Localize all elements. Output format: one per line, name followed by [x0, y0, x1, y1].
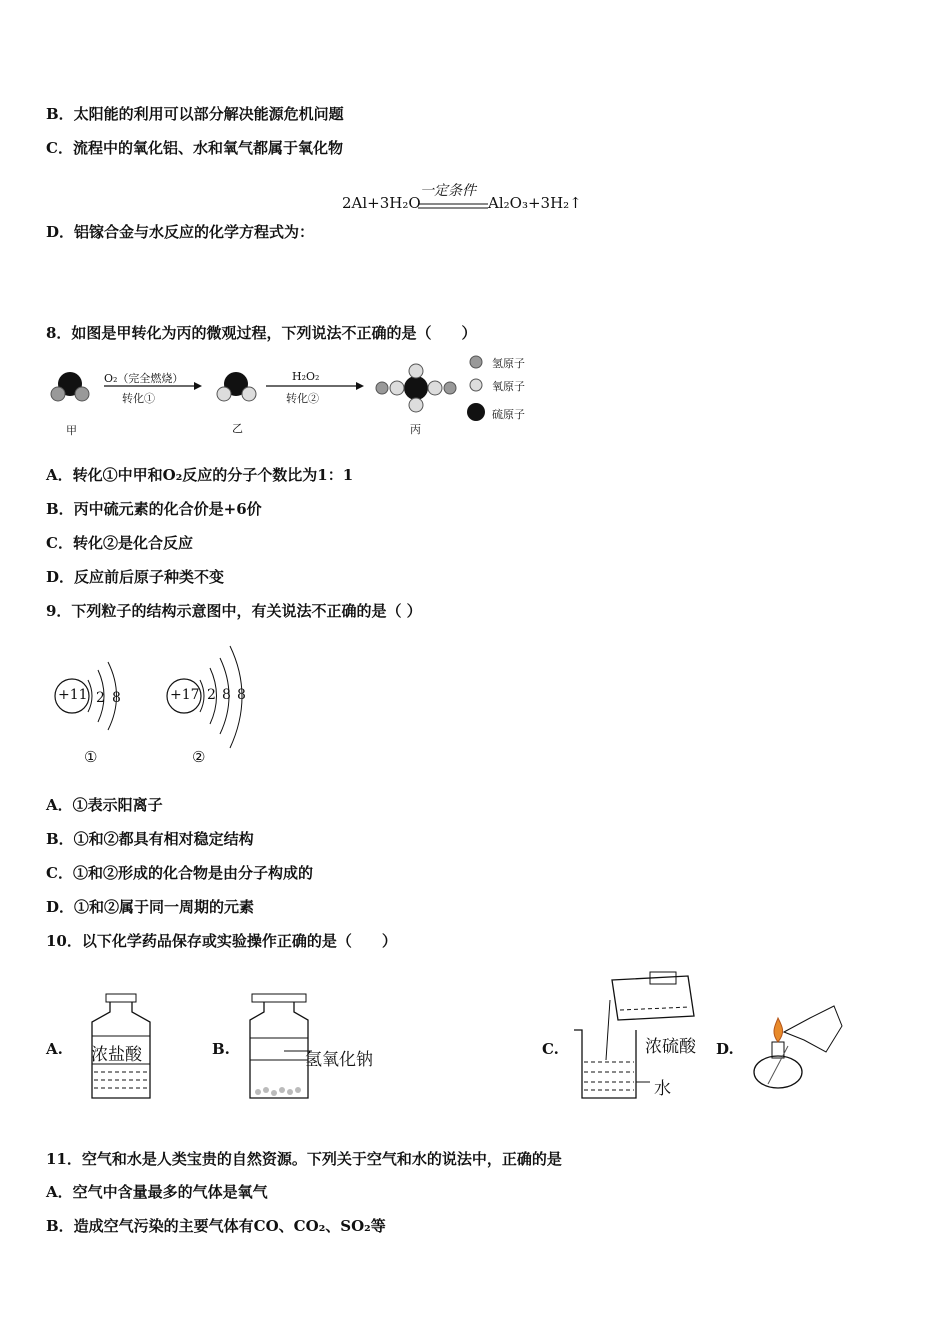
bottle-b-label-text: 氢氧化钠: [305, 1050, 373, 1070]
equation-lhs: 2Al+3H₂O: [342, 194, 421, 212]
particle2-shell-1-count: 2: [207, 687, 216, 703]
equation-equals-sign: [418, 203, 488, 209]
particle2-shell-3-count: 8: [237, 687, 246, 703]
jia-hydrogen-atom: [75, 387, 89, 401]
lamp-body: [754, 1056, 802, 1088]
bing-sulfur-atom: [404, 376, 428, 400]
particle1-nucleus-label: +11: [58, 687, 88, 703]
q8-option-c: C．转化②是化合反应: [46, 534, 193, 552]
beaker: [574, 1030, 636, 1098]
q9-stem: 9．下列粒子的结构示意图中，有关说法不正确的是（ ）: [46, 602, 422, 620]
q8-option-b: B．丙中硫元素的化合价是+6价: [46, 500, 262, 518]
step1-bottom-label: 转化①: [122, 392, 155, 405]
particle1-shell-2-count: 8: [112, 690, 121, 706]
jia-hydrogen-atom: [51, 387, 65, 401]
q7-option-b: B．太阳能的利用可以部分解决能源危机问题: [46, 105, 344, 123]
q10-stem: 10．以下化学药品保存或实验操作正确的是（ ）: [46, 932, 397, 950]
particle2-label: ②: [192, 748, 206, 766]
bottle-a-label-text: 浓盐酸: [91, 1045, 142, 1065]
bing-hydrogen-atom: [376, 382, 388, 394]
label-jia: 甲: [66, 424, 77, 437]
q7-option-c: C．流程中的氧化铝、水和氧气都属于氧化物: [46, 139, 343, 157]
q8-stem: 8．如图是甲转化为丙的微观过程，下列说法不正确的是（ ）: [46, 324, 477, 342]
bottle-a-liquid: [94, 1072, 148, 1088]
q7-option-d: D．铝镓合金与水反应的化学方程式为：: [46, 223, 315, 241]
legend-oxygen-label: 氧原子: [492, 380, 525, 393]
step1-top-label: O₂（完全燃烧）: [104, 372, 184, 385]
q9-option-a: A．①表示阳离子: [46, 796, 163, 814]
q11-option-a: A．空气中含量最多的气体是氧气: [46, 1183, 268, 1201]
lamp-wick-line: [768, 1046, 788, 1084]
bing-oxygen-atom: [409, 398, 423, 412]
bing-oxygen-atom: [390, 381, 404, 395]
bottle-b-label: [250, 1038, 308, 1060]
q11-stem: 11．空气和水是人类宝贵的自然资源。下列关于空气和水的说法中，正确的是: [46, 1150, 562, 1168]
glass-rod: [606, 1000, 610, 1060]
q9-option-c: C．①和②形成的化合物是由分子构成的: [46, 864, 313, 882]
bottle-b-stopper: [252, 994, 306, 1002]
q8-option-a: A．转化①中甲和O₂反应的分子个数比为1：1: [46, 466, 354, 484]
acid-liquid: [620, 1007, 690, 1010]
bottle-a-stopper: [106, 994, 136, 1002]
flame-icon: [774, 1018, 783, 1042]
particle1-label: ①: [84, 748, 98, 766]
particle2-shell-2-count: 8: [222, 687, 231, 703]
q7-equation: [340, 180, 590, 216]
acid-label-text: 浓硫酸: [645, 1037, 696, 1057]
equation-rhs: Al₂O₃+3H₂↑: [488, 194, 582, 212]
step2-top-label: H₂O₂: [292, 370, 320, 383]
arrow-1-head: [194, 382, 202, 390]
step2-bottom-label: 转化②: [286, 392, 319, 405]
bing-hydrogen-atom: [444, 382, 456, 394]
yi-oxygen-atom: [217, 387, 231, 401]
particle2-nucleus-label: +17: [170, 687, 200, 703]
legend-hydrogen-icon: [470, 356, 482, 368]
bing-oxygen-atom: [409, 364, 423, 378]
legend-sulfur-label: 硫原子: [492, 408, 525, 421]
q9-particle-structure-figure: [50, 640, 260, 770]
q8-option-d: D．反应前后原子种类不变: [46, 568, 225, 586]
q10-label-b: B.: [212, 1040, 230, 1058]
q10-label-d: D.: [716, 1040, 734, 1058]
q9-option-d: D．①和②属于同一周期的元素: [46, 898, 255, 916]
legend-oxygen-icon: [470, 379, 482, 391]
q9-option-b: B．①和②都具有相对稳定结构: [46, 830, 254, 848]
particle1-shell-1-count: 2: [96, 690, 105, 706]
legend-sulfur-icon: [467, 403, 485, 421]
bottle-b-body: [250, 1002, 308, 1098]
water-label-text: 水: [654, 1079, 671, 1099]
label-yi: 乙: [232, 422, 243, 435]
bottle-b-solid: [255, 1087, 301, 1096]
q10-label-a: A.: [46, 1040, 63, 1058]
legend-hydrogen-label: 氢原子: [492, 357, 525, 370]
q11-option-b: B．造成空气污染的主要气体有CO、CO₂、SO₂等: [46, 1217, 386, 1235]
second-lamp-tilted: [784, 1006, 842, 1052]
arrow-2-head: [356, 382, 364, 390]
bing-oxygen-atom: [428, 381, 442, 395]
bottle-b-figure: [244, 990, 314, 1102]
alcohol-lamp-figure: [748, 996, 848, 1096]
acid-bottle: [612, 976, 694, 1020]
equation-condition: 一定条件: [420, 183, 476, 199]
q10-label-c: C.: [542, 1040, 559, 1058]
yi-oxygen-atom: [242, 387, 256, 401]
label-bing: 丙: [410, 423, 421, 436]
beaker-water: [584, 1062, 634, 1090]
